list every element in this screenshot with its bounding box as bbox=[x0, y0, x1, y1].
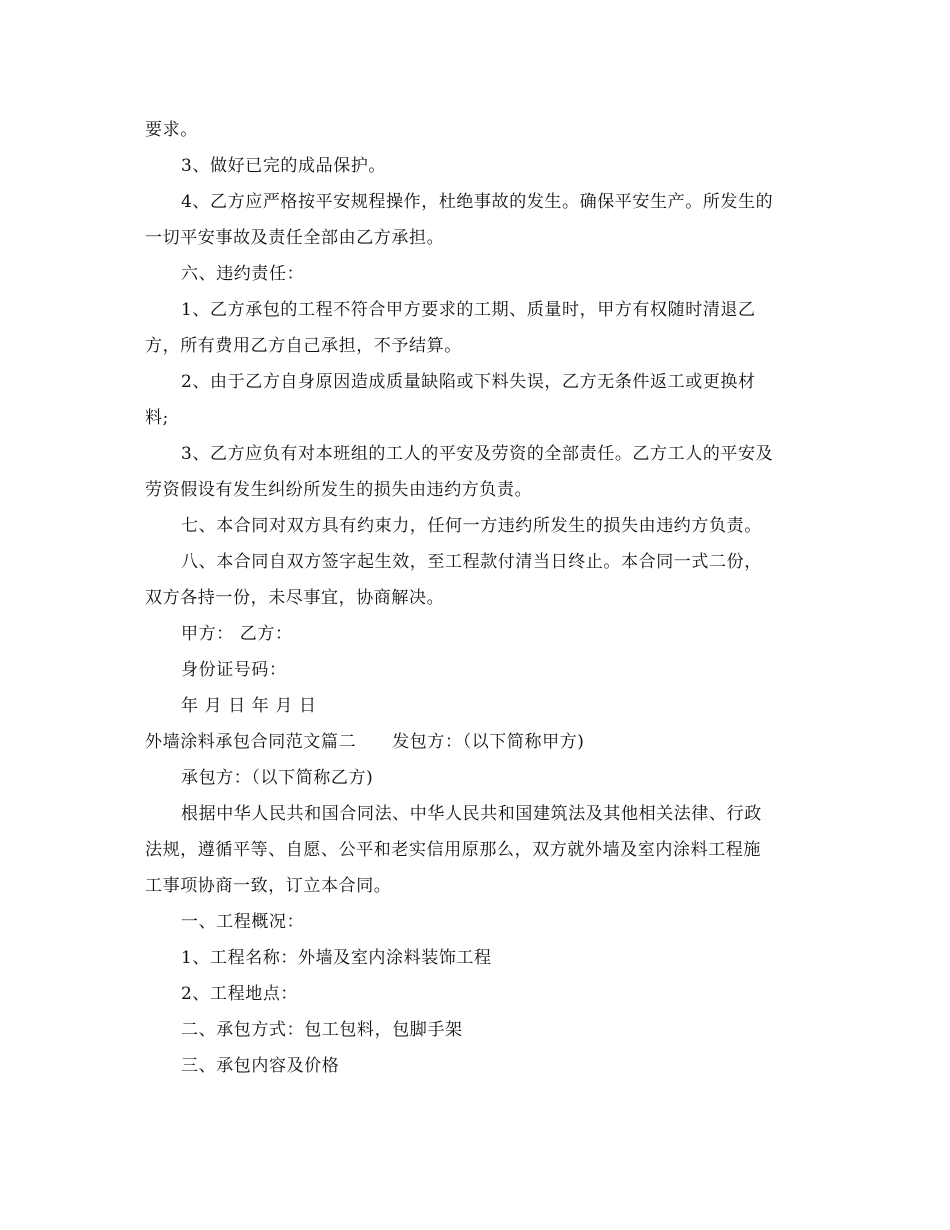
text-line: 根据中华人民共和国合同法、中华人民共和国建筑法及其他相关法律、行政 bbox=[181, 804, 762, 824]
text-line: 双方各持一份，未尽事宜，协商解决。 bbox=[145, 588, 445, 608]
text-line: 劳资假设有发生纠纷所发生的损失由违约方负责。 bbox=[145, 480, 533, 500]
text-line: 1、工程名称：外墙及室内涂料装饰工程 bbox=[181, 948, 492, 968]
signature-parties: 甲方： 乙方： bbox=[181, 624, 293, 644]
text-line: 法规，遵循平等、自愿、公平和老实信用原那么，双方就外墙及室内涂料工程施 bbox=[145, 840, 761, 860]
employer-label: 发包方：（以下简称甲方) bbox=[392, 732, 585, 752]
section-heading: 六、违约责任： bbox=[181, 264, 305, 284]
section-title: 外墙涂料承包合同范文篇二 bbox=[145, 732, 357, 752]
text-line: 料; bbox=[145, 408, 169, 428]
text-line: 1、乙方承包的工程不符合甲方要求的工期、质量时，甲方有权随时清退乙 bbox=[181, 300, 756, 320]
text-line: 2、由于乙方自身原因造成质量缺陷或下料失误，乙方无条件返工或更换材 bbox=[181, 372, 756, 392]
text-line: 七、本合同对双方具有约束力，任何一方违约所发生的损失由违约方负责。 bbox=[181, 516, 762, 536]
section-heading: 二、承包方式：包工包料，包脚手架 bbox=[181, 1020, 463, 1040]
text-line: 2、工程地点： bbox=[181, 984, 299, 1004]
text-line: 4、乙方应严格按平安规程操作，杜绝事故的发生。确保平安生产。所发生的 bbox=[181, 192, 774, 212]
date-line: 年 月 日 年 月 日 bbox=[181, 696, 317, 716]
text-line: 要求。 bbox=[145, 120, 198, 140]
text-line: 八、本合同自双方签字起生效，至工程款付清当日终止。本合同一式二份， bbox=[181, 552, 762, 572]
text-line: 一切平安事故及责任全部由乙方承担。 bbox=[145, 228, 445, 248]
text-line: 方，所有费用乙方自己承担，不予结算。 bbox=[145, 336, 462, 356]
section-heading: 三、承包内容及价格 bbox=[181, 1056, 340, 1076]
id-number-label: 身份证号码： bbox=[181, 660, 287, 680]
title-line bbox=[145, 730, 805, 754]
section-heading: 一、工程概况： bbox=[181, 912, 305, 932]
text-line: 3、做好已完的成品保护。 bbox=[181, 156, 387, 176]
contractor-label: 承包方：（以下简称乙方) bbox=[181, 768, 374, 788]
text-line: 工事项协商一致，订立本合同。 bbox=[145, 876, 392, 896]
text-line: 3、乙方应负有对本班组的工人的平安及劳资的全部责任。乙方工人的平安及 bbox=[181, 444, 774, 464]
